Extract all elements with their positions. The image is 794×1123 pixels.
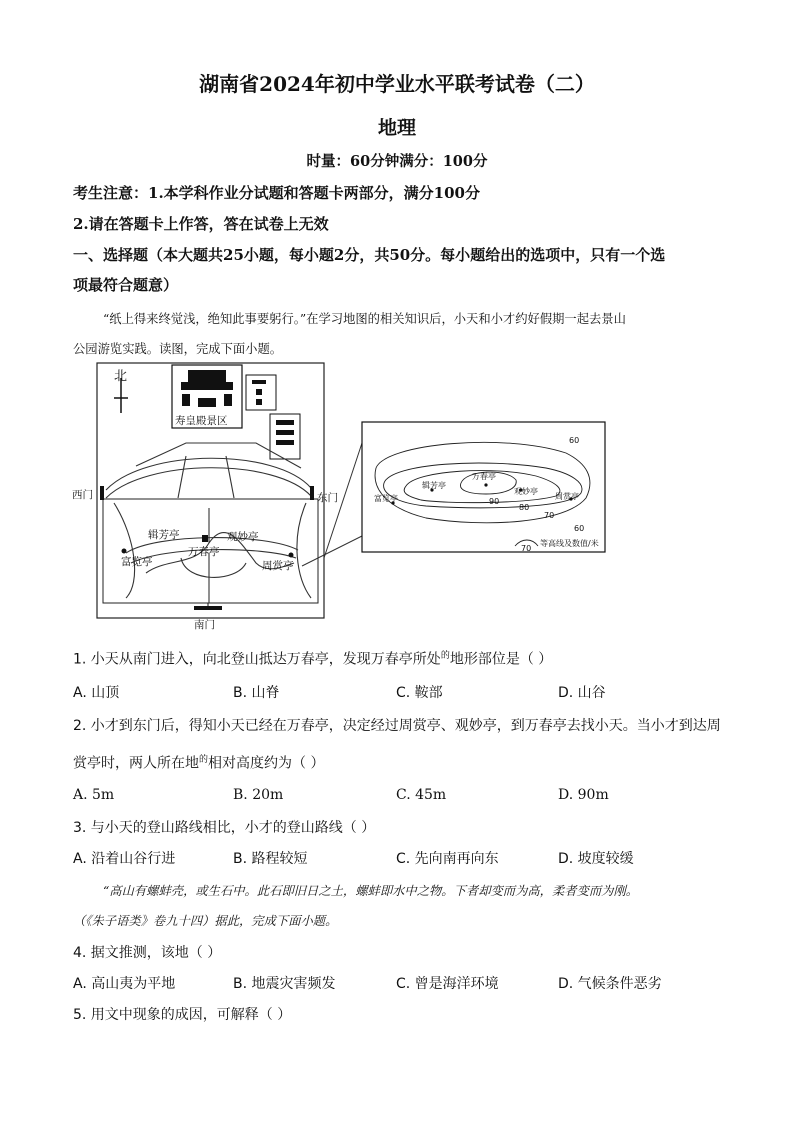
palace-label: 寿皇殿景区 bbox=[175, 415, 228, 427]
question-2-stem: 赏亭时，两人所在地 bbox=[73, 755, 199, 772]
question-2-line-2 bbox=[73, 752, 324, 773]
q3-option-c[interactable]: C. 先向南再向东 bbox=[396, 851, 499, 867]
q2-option-d[interactable]: D. 90m bbox=[558, 787, 609, 803]
notes-line-1: 考生注意：1.本学科作业分试题和答题卡两部分，满分100分 bbox=[73, 184, 480, 202]
contour-pavilion-jifang: 辑芳亭 bbox=[422, 481, 446, 490]
contour-legend-value: 70 bbox=[521, 544, 532, 553]
contour-label-70: 70 bbox=[544, 511, 555, 520]
subject-title: 地理 bbox=[377, 117, 416, 139]
contour-label-60-bottom: 60 bbox=[574, 524, 585, 533]
question-4: 4. 据文推测，该地（ ） bbox=[73, 945, 222, 961]
q4-option-a[interactable]: A. 高山夷为平地 bbox=[73, 976, 176, 992]
section-heading-line-1: 一、选择题（本大题共25小题，每小题2分，共50分。每小题给出的选项中，只有一个选 bbox=[73, 246, 666, 264]
south-gate-marker bbox=[194, 606, 222, 610]
question-1-rest: 地形部位是（ ） bbox=[449, 651, 553, 668]
passage1-line-1: “纸上得来终觉浅，绝知此事要躬行。”在学习地图的相关知识后，小天和小才约好假期一起去景山 bbox=[103, 312, 626, 326]
west-gate-label: 西门 bbox=[72, 489, 93, 501]
q4-option-c[interactable]: C. 曾是海洋环境 bbox=[396, 976, 499, 992]
passage2-line-2: （《朱子语类》卷九十四）据此，完成下面小题。 bbox=[73, 914, 338, 928]
question-5: 5. 用文中现象的成因，可解释（ ） bbox=[73, 1007, 292, 1023]
exam-title: 湖南省2024年初中学业水平联考试卷（二） bbox=[199, 72, 595, 96]
q2-option-a[interactable]: A. 5m bbox=[73, 787, 115, 803]
q4-option-b[interactable]: B. 地震灾害频发 bbox=[233, 976, 336, 992]
q3-option-b[interactable]: B. 路程较短 bbox=[233, 851, 308, 867]
section-heading-line-2: 项最符合题意） bbox=[73, 276, 179, 294]
notes-line-2: 2.请在答题卡上作答，答在试卷上无效 bbox=[73, 215, 329, 233]
q2-option-c[interactable]: C. 45m bbox=[396, 787, 447, 803]
contour-pavilion-zhoushang: 周赏亭 bbox=[555, 492, 579, 501]
east-gate-label: 东门 bbox=[317, 492, 338, 504]
contour-label-60-top: 60 bbox=[569, 436, 580, 445]
north-label: 北 bbox=[114, 369, 128, 384]
contour-pavilion-guanmiao: 观妙亭 bbox=[514, 487, 538, 496]
pavilion-wanchun: 万春亭 bbox=[188, 546, 220, 558]
pavilion-jifang: 辑芳亭 bbox=[148, 529, 180, 541]
q1-option-a[interactable]: A. 山顶 bbox=[73, 685, 120, 701]
passage1-line-2: 公园游览实践。读图，完成下面小题。 bbox=[73, 342, 283, 356]
question-2-rest: 相对高度约为（ ） bbox=[208, 755, 325, 772]
passage2-line-1: “高山有螺蚌壳，或生石中。此石即旧日之土，螺蚌即水中之物。下者却变而为高，柔者变而为刚。 bbox=[103, 884, 639, 898]
question-2-small: 的 bbox=[199, 755, 209, 765]
park-map bbox=[66, 358, 726, 633]
q1-option-d[interactable]: D. 山谷 bbox=[558, 685, 606, 701]
contour-pavilion-fulan: 富览亭 bbox=[374, 494, 398, 503]
pavilion-guanmiao: 观妙亭 bbox=[227, 531, 259, 543]
question-1-stem: 1. 小天从南门进入，向北登山抵达万春亭，发现万春亭所处 bbox=[73, 651, 441, 668]
question-1 bbox=[73, 648, 552, 669]
q2-option-b[interactable]: B. 20m bbox=[233, 787, 284, 803]
south-gate-label: 南门 bbox=[194, 619, 215, 631]
contour-label-80: 80 bbox=[519, 503, 530, 512]
contour-pavilion-wanchun: 万春亭 bbox=[472, 472, 496, 481]
question-3: 3. 与小天的登山路线相比，小才的登山路线（ ） bbox=[73, 820, 376, 836]
contour-label-90: 90 bbox=[489, 497, 500, 506]
pavilion-zhoushang: 周赏亭 bbox=[262, 560, 294, 572]
q1-option-b[interactable]: B. 山脊 bbox=[233, 685, 280, 701]
contour-legend-text: 等高线及数值/米 bbox=[540, 539, 599, 548]
east-gate-marker bbox=[310, 486, 314, 500]
q4-option-d[interactable]: D. 气候条件恶劣 bbox=[558, 976, 662, 992]
question-1-small: 的 bbox=[440, 651, 450, 661]
q1-option-c[interactable]: C. 鞍部 bbox=[396, 685, 443, 701]
west-gate-marker bbox=[100, 486, 104, 500]
time-info: 时量：60分钟满分：100分 bbox=[306, 153, 488, 170]
question-2-line-1: 2. 小才到东门后，得知小天已经在万春亭，决定经过周赏亭、观妙亭，到万春亭去找小天。当小才到达周 bbox=[73, 718, 721, 734]
q3-option-a[interactable]: A. 沿着山谷行进 bbox=[73, 851, 176, 867]
pavilion-fulan: 富览亭 bbox=[121, 556, 153, 568]
q3-option-d[interactable]: D. 坡度较缓 bbox=[558, 851, 634, 867]
